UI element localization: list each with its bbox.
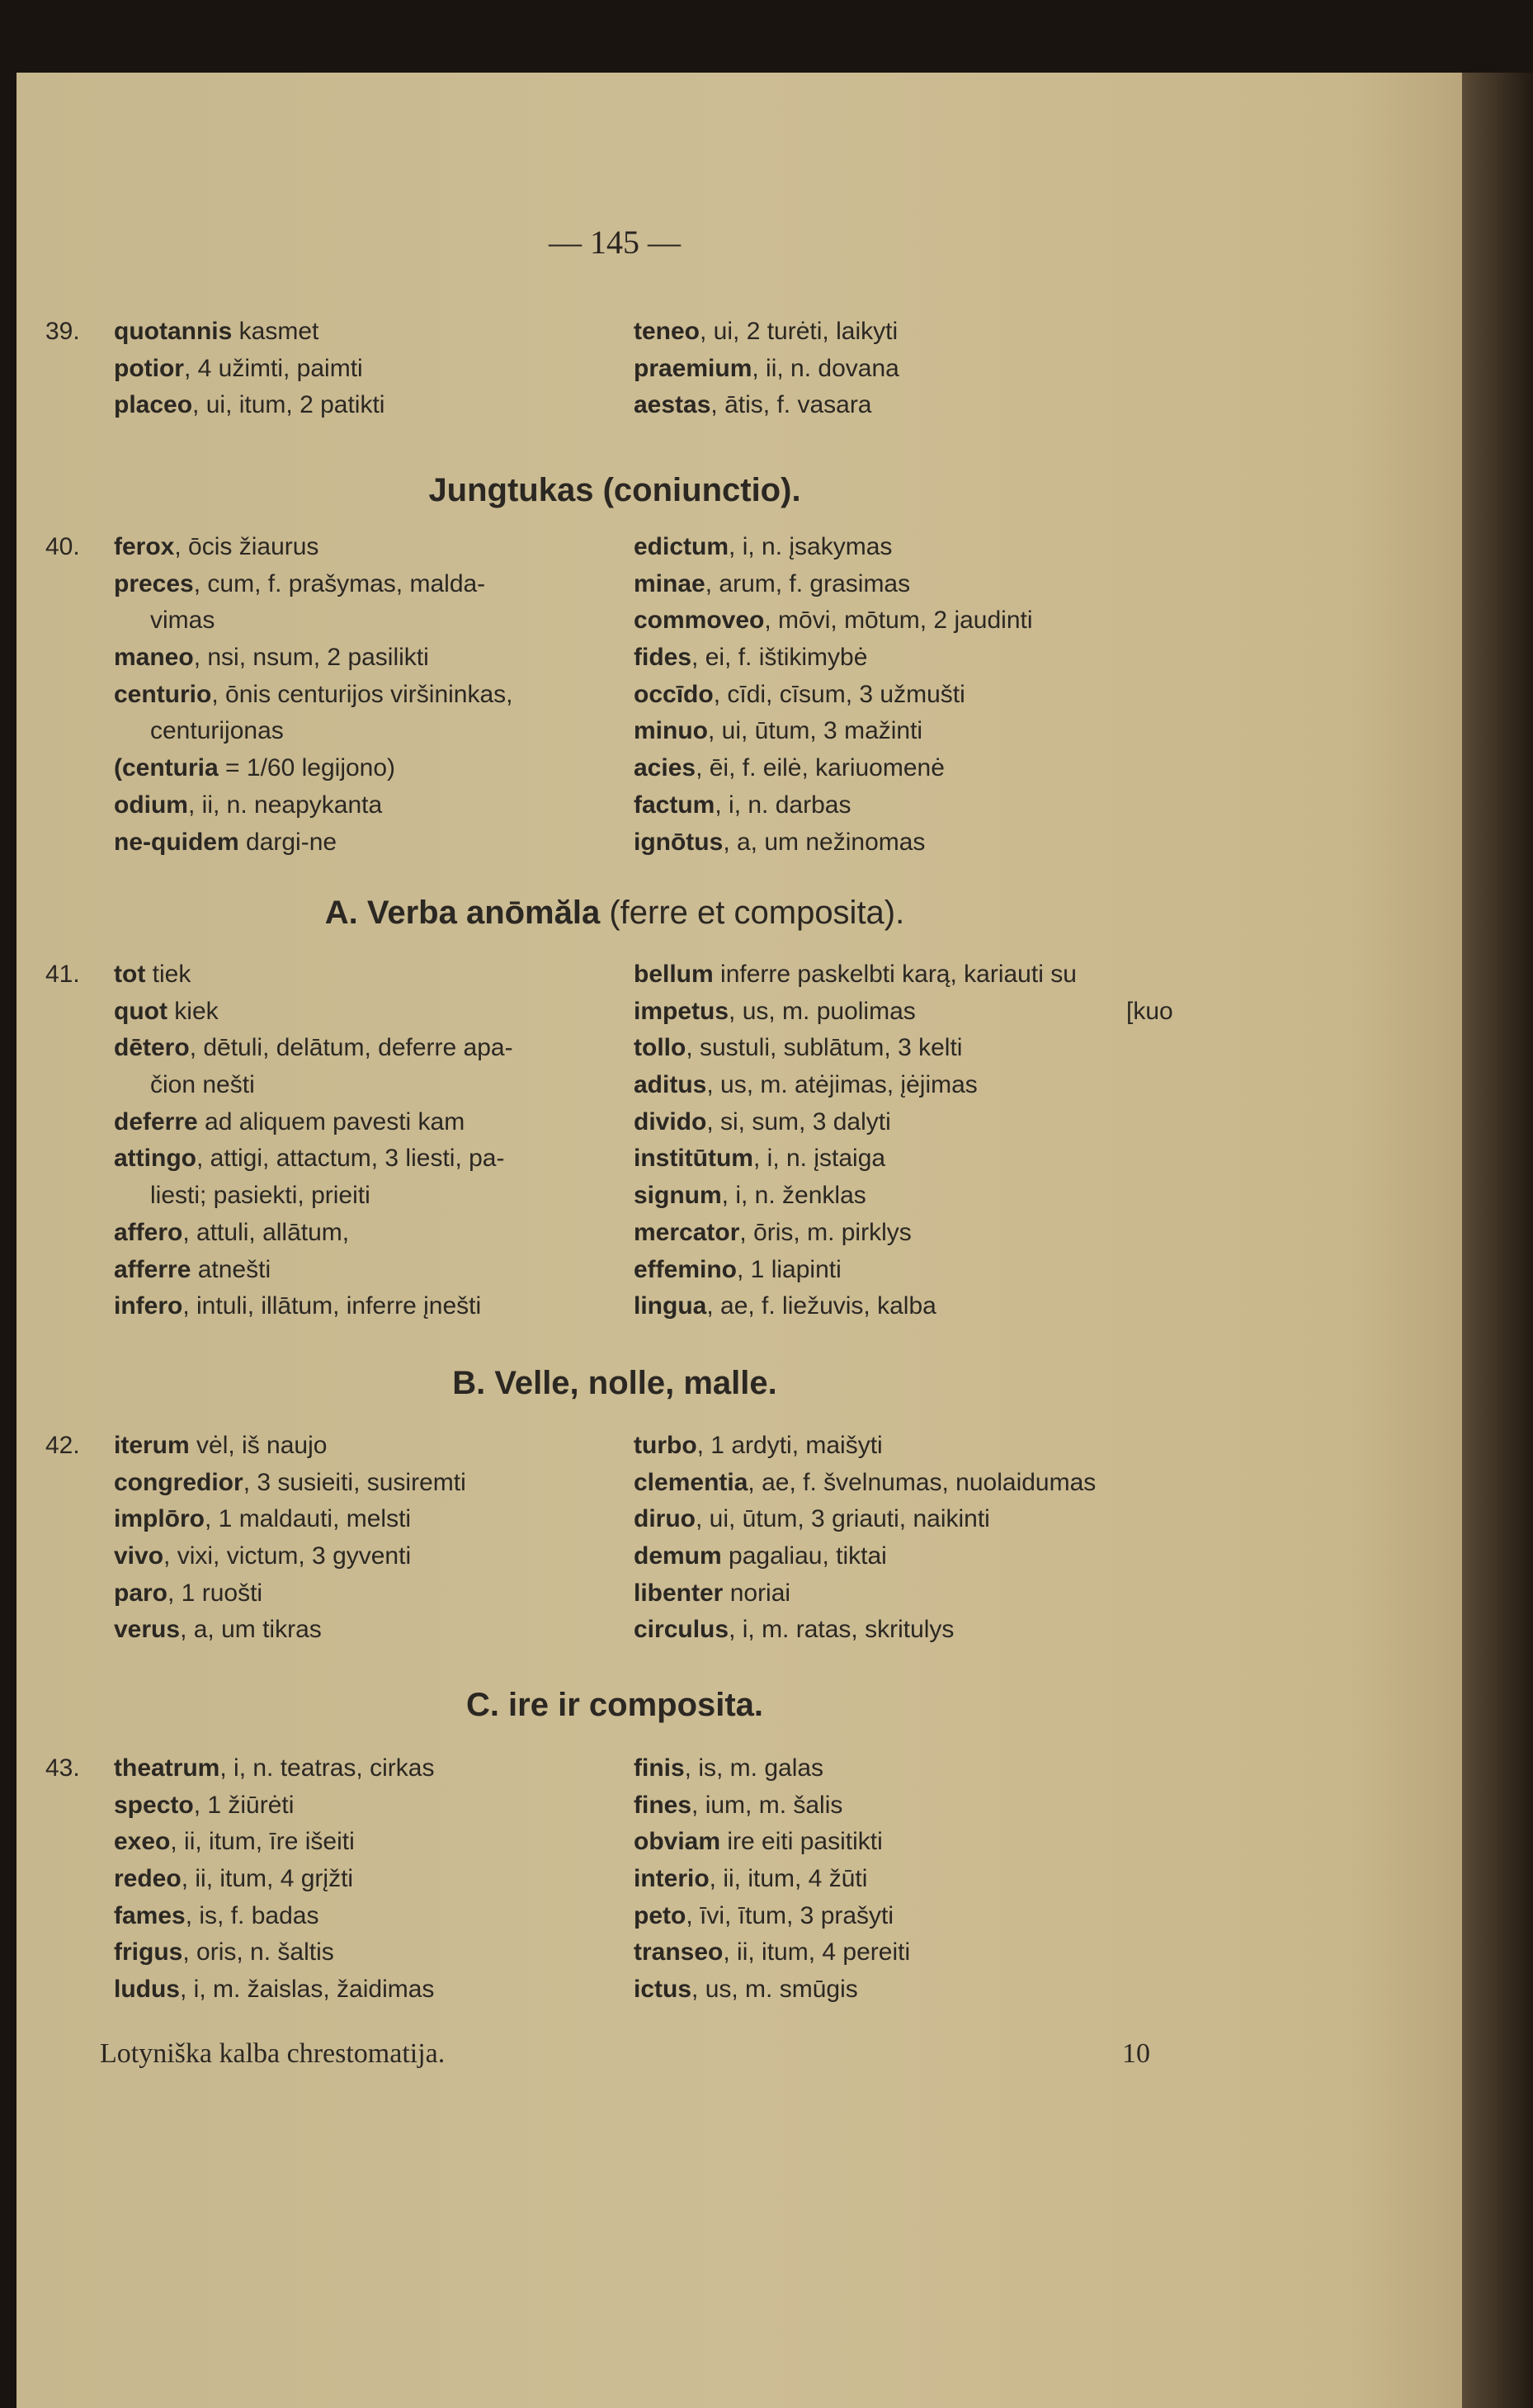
- headword: diruo: [634, 1505, 696, 1533]
- headword: tot: [114, 961, 146, 988]
- definition: , ui, ūtum, 3 mažinti: [708, 717, 923, 745]
- definition: , cum, f. prašymas, malda-: [193, 569, 486, 597]
- headword: fines: [634, 1791, 692, 1819]
- definition: , ii, itum, 4 grįžti: [181, 1865, 354, 1893]
- vocabulary-entry: [114, 1612, 466, 1649]
- vocabulary-entry: [114, 1288, 513, 1325]
- vocabulary-entry: [114, 1252, 513, 1289]
- vocabulary-entry: [114, 602, 513, 640]
- section-heading: [0, 472, 1229, 509]
- left-column: [114, 314, 384, 424]
- headword: verus: [114, 1616, 181, 1644]
- headword: aestas: [634, 391, 711, 419]
- headword: occīdo: [634, 680, 714, 708]
- headword: peto: [634, 1901, 686, 1929]
- definition: , i, m. ratas, skritulys: [729, 1616, 955, 1644]
- vocabulary-entry: [634, 1538, 1096, 1575]
- definition: dargi-ne: [238, 828, 337, 856]
- headword: odium: [114, 791, 188, 819]
- page-edge: [1462, 73, 1533, 2408]
- vocabulary-entry: [634, 1252, 1077, 1289]
- definition: , ui, ūtum, 3 griauti, naikinti: [696, 1505, 990, 1533]
- vocabulary-entry: [634, 1934, 910, 1971]
- definition: , ōcis žiaurus: [174, 533, 319, 560]
- vocabulary-entry: [634, 677, 1033, 714]
- left-column: [114, 956, 513, 1325]
- definition: , ēi, f. eilė, kariuomenė: [696, 754, 945, 782]
- definition: , a, um nežinomas: [723, 828, 926, 856]
- vocabulary-entry: [114, 824, 513, 862]
- lesson-number: 40.: [45, 533, 80, 560]
- headword: acies: [634, 754, 696, 782]
- vocabulary-entry: [114, 351, 384, 388]
- section-heading: [0, 895, 1229, 932]
- vocabulary-entry: [634, 1824, 910, 1861]
- continuation-mark: [kuo: [1126, 997, 1173, 1025]
- vocabulary-entry: [114, 640, 513, 677]
- vocabulary-entry: [114, 314, 384, 351]
- vocabulary-entry: [634, 1178, 1077, 1215]
- vocabulary-entry: [634, 1288, 1077, 1325]
- definition: , arum, f. grasimas: [705, 569, 911, 597]
- vocabulary-entry: [114, 1824, 434, 1861]
- definition: atnešti: [191, 1255, 271, 1283]
- headword: afferre: [114, 1255, 191, 1283]
- vocabulary-entry: [634, 1501, 1096, 1538]
- definition: , 1 maldauti, melsti: [205, 1505, 412, 1533]
- vocabulary-entry: [634, 1465, 1096, 1502]
- headword: divido: [634, 1107, 707, 1136]
- definition: , si, sum, 3 dalyti: [706, 1107, 891, 1136]
- lesson-number: 41.: [45, 961, 80, 988]
- right-column: [634, 314, 899, 424]
- vocabulary-entry: [114, 1067, 513, 1104]
- definition: , a, um tikras: [180, 1616, 322, 1644]
- vocabulary-entry: [114, 1934, 434, 1971]
- vocabulary-entry: [114, 529, 513, 566]
- definition: , i, n. teatras, cirkas: [219, 1754, 435, 1782]
- headword: implōro: [114, 1505, 205, 1533]
- page-number: — 145 —: [549, 224, 681, 261]
- headword: attingo: [114, 1145, 196, 1173]
- definition: , ui, itum, 2 patikti: [192, 391, 385, 419]
- headword: placeo: [114, 391, 193, 419]
- vocabulary-entry: [114, 1750, 434, 1787]
- lesson-number: 43.: [45, 1754, 80, 1782]
- vocabulary-entry: [634, 387, 899, 424]
- vocabulary-entry: [634, 1104, 1077, 1141]
- lesson-number: 42.: [45, 1432, 80, 1459]
- definition: , i, n. įstaiga: [752, 1145, 886, 1173]
- definition: , ii, itum, 4 žūti: [709, 1865, 868, 1893]
- definition: , i, m. žaislas, žaidimas: [180, 1976, 435, 2004]
- vocabulary-entry: [634, 1215, 1077, 1252]
- vocabulary-entry: [114, 1898, 434, 1935]
- vocabulary-entry: [114, 787, 513, 824]
- vocabulary-entry: [114, 1215, 513, 1252]
- headword: infero: [114, 1292, 183, 1320]
- definition: , 4 užimti, paimti: [183, 354, 363, 382]
- definition: , vixi, victum, 3 gyventi: [163, 1542, 412, 1570]
- vocabulary-entry: [634, 1067, 1077, 1104]
- headword: fides: [634, 644, 692, 672]
- headword: ignōtus: [634, 828, 724, 856]
- vocabulary-entry: [634, 351, 899, 388]
- vocabulary-entry: [114, 1428, 466, 1465]
- definition: , dētuli, delātum, deferre apa-: [189, 1034, 513, 1062]
- vocabulary-entry: [634, 1140, 1077, 1178]
- headword: specto: [114, 1791, 194, 1819]
- headword: exeo: [114, 1828, 171, 1856]
- headword: interio: [634, 1865, 710, 1893]
- definition: tiek: [145, 961, 191, 988]
- definition: , ii, itum, īre išeiti: [170, 1828, 355, 1856]
- vocabulary-entry: [114, 750, 513, 787]
- vocabulary-entry: [634, 1787, 910, 1825]
- definition: liesti; pasiekti, prieiti: [150, 1182, 370, 1210]
- vocabulary-entry: [634, 713, 1033, 750]
- right-column: [634, 529, 1033, 861]
- headword: demum: [634, 1542, 722, 1570]
- headword: centurio: [114, 680, 212, 708]
- headword: redeo: [114, 1865, 182, 1893]
- headword: signum: [634, 1182, 722, 1210]
- definition: , ei, f. ištikimybė: [691, 644, 868, 672]
- heading-bold: C. ire ir composita.: [465, 1687, 764, 1723]
- definition: kiek: [167, 997, 219, 1025]
- vocabulary-entry: [634, 314, 899, 351]
- definition: , ōnis centurijos viršininkas,: [211, 680, 513, 708]
- definition: , ae, f. švelnumas, nuolaidumas: [748, 1468, 1097, 1496]
- left-column: [114, 1428, 466, 1649]
- headword: obviam: [634, 1828, 721, 1856]
- heading-bold: Jungtukas (coniunctio).: [428, 472, 801, 508]
- vocabulary-entry: [634, 602, 1033, 640]
- section-heading: [0, 1365, 1229, 1402]
- vocabulary-entry: [634, 750, 1033, 787]
- definition: , i, n. darbas: [715, 791, 851, 819]
- vocabulary-entry: [114, 1465, 466, 1502]
- headword: tollo: [634, 1034, 686, 1062]
- vocabulary-entry: [634, 787, 1033, 824]
- definition: , cīdi, cīsum, 3 užmušti: [713, 680, 965, 708]
- headword: maneo: [114, 644, 194, 672]
- headword: congredior: [114, 1468, 243, 1496]
- headword: (centuria: [114, 754, 219, 782]
- headword: ferox: [114, 533, 175, 560]
- headword: theatrum: [114, 1754, 220, 1782]
- vocabulary-entry: [634, 640, 1033, 677]
- definition: , us, m. puolimas: [729, 997, 916, 1025]
- section-heading: [0, 1687, 1229, 1724]
- definition: ad aliquem pavesti kam: [197, 1107, 465, 1136]
- definition: ire eiti pasitikti: [720, 1828, 883, 1856]
- vocabulary-entry: [114, 1861, 434, 1898]
- signature-mark: 10: [1122, 2038, 1150, 2069]
- headword: deferre: [114, 1107, 198, 1136]
- headword: quotannis: [114, 318, 233, 345]
- definition: centurijonas: [150, 717, 284, 745]
- lesson-number: 39.: [45, 318, 80, 345]
- definition: pagaliau, tiktai: [721, 1542, 887, 1570]
- definition: , īvi, ītum, 3 prašyti: [686, 1901, 894, 1929]
- right-column: [634, 1428, 1096, 1649]
- headword: iterum: [114, 1432, 190, 1459]
- headword: impetus: [634, 997, 729, 1025]
- definition: noriai: [723, 1579, 791, 1607]
- headword: clementia: [634, 1468, 748, 1496]
- definition: vimas: [150, 607, 215, 635]
- definition: , 1 liapinti: [737, 1255, 842, 1283]
- definition: , 1 ardyti, maišyti: [696, 1432, 883, 1459]
- definition: kasmet: [232, 318, 319, 345]
- headword: potior: [114, 354, 184, 382]
- definition: vėl, iš naujo: [189, 1432, 328, 1459]
- headword: affero: [114, 1218, 183, 1246]
- headword: minuo: [634, 717, 708, 745]
- vocabulary-entry: [114, 1501, 466, 1538]
- definition: , ium, m. šalis: [691, 1791, 843, 1819]
- definition: , 1 žiūrėti: [193, 1791, 295, 1819]
- vocabulary-entry: [634, 529, 1033, 566]
- vocabulary-entry: [634, 1750, 910, 1787]
- definition: , ii, itum, 4 pereiti: [723, 1938, 911, 1967]
- headword: paro: [114, 1579, 168, 1607]
- right-column: [634, 956, 1173, 1325]
- headword: bellum: [634, 961, 714, 988]
- definition: , attigi, attactum, 3 liesti, pa-: [196, 1145, 505, 1173]
- right-column: [634, 1750, 910, 2009]
- vocabulary-entry: [114, 1787, 434, 1825]
- headword: libenter: [634, 1579, 724, 1607]
- vocabulary-entry: [634, 994, 1173, 1031]
- headword: aditus: [634, 1071, 707, 1099]
- headword: mercator: [634, 1218, 740, 1246]
- headword: ne-quidem: [114, 828, 239, 856]
- vocabulary-entry: [634, 566, 1033, 603]
- headword: commoveo: [634, 607, 765, 635]
- definition: , is, m. galas: [684, 1754, 824, 1782]
- headword: institūtum: [634, 1145, 753, 1173]
- definition: čion nešti: [150, 1071, 255, 1099]
- definition: , mōvi, mōtum, 2 jaudinti: [764, 607, 1033, 635]
- heading-bold: B. Velle, nolle, malle.: [452, 1365, 777, 1401]
- left-column: [114, 529, 513, 861]
- heading-bold: A. Verba anōmăla: [324, 895, 601, 931]
- definition: , sustuli, sublātum, 3 kelti: [686, 1034, 963, 1062]
- left-column: [114, 1750, 434, 2009]
- vocabulary-entry: [114, 387, 384, 424]
- headword: ludus: [114, 1976, 180, 2004]
- vocabulary-entry: [114, 1104, 513, 1141]
- headword: preces: [114, 569, 194, 597]
- headword: teneo: [634, 318, 700, 345]
- headword: frigus: [114, 1938, 183, 1967]
- definition: , us, m. atėjimas, įėjimas: [706, 1071, 978, 1099]
- vocabulary-entry: [114, 1538, 466, 1575]
- definition: inferre paskelbti karą, kariauti su: [713, 961, 1077, 988]
- headword: dētero: [114, 1034, 190, 1062]
- headword: fames: [114, 1901, 186, 1929]
- vocabulary-entry: [114, 1971, 434, 2009]
- headword: circulus: [634, 1616, 729, 1644]
- headword: ictus: [634, 1976, 692, 2004]
- vocabulary-entry: [114, 1030, 513, 1067]
- headword: minae: [634, 569, 705, 597]
- definition: , 1 ruošti: [167, 1579, 263, 1607]
- vocabulary-entry: [634, 1971, 910, 2009]
- definition: = 1/60 legijono): [218, 754, 396, 782]
- headword: edictum: [634, 533, 729, 560]
- headword: quot: [114, 997, 167, 1025]
- headword: turbo: [634, 1432, 697, 1459]
- vocabulary-entry: [634, 1861, 910, 1898]
- vocabulary-entry: [114, 566, 513, 603]
- vocabulary-entry: [114, 1140, 513, 1178]
- definition: , attuli, allātum,: [182, 1218, 350, 1246]
- definition: , nsi, nsum, 2 pasilikti: [193, 644, 429, 672]
- vocabulary-entry: [114, 956, 513, 994]
- definition: , ātis, f. vasara: [710, 391, 872, 419]
- vocabulary-entry: [114, 713, 513, 750]
- definition: , is, f. badas: [185, 1901, 319, 1929]
- definition: , i, n. ženklas: [721, 1182, 866, 1210]
- headword: lingua: [634, 1292, 707, 1320]
- vocabulary-entry: [114, 1575, 466, 1612]
- vocabulary-entry: [114, 1178, 513, 1215]
- vocabulary-entry: [114, 677, 513, 714]
- vocabulary-entry: [114, 994, 513, 1031]
- vocabulary-entry: [634, 1612, 1096, 1649]
- definition: , 3 susieiti, susiremti: [243, 1468, 466, 1496]
- footer-title: Lotyniška kalba chrestomatija.: [100, 2038, 446, 2069]
- vocabulary-entry: [634, 1898, 910, 1935]
- definition: , i, n. įsakymas: [729, 533, 893, 560]
- headword: vivo: [114, 1542, 164, 1570]
- headword: praemium: [634, 354, 752, 382]
- definition: , ōris, m. pirklys: [739, 1218, 912, 1246]
- headword: effemino: [634, 1255, 738, 1283]
- headword: finis: [634, 1754, 685, 1782]
- definition: , ii, n. neapykanta: [188, 791, 383, 819]
- headword: transeo: [634, 1938, 724, 1967]
- definition: , ae, f. liežuvis, kalba: [706, 1292, 936, 1320]
- vocabulary-entry: [634, 824, 1033, 862]
- vocabulary-entry: [634, 1428, 1096, 1465]
- vocabulary-entry: [634, 1030, 1077, 1067]
- definition: , ii, n. dovana: [752, 354, 899, 382]
- definition: , oris, n. šaltis: [182, 1938, 334, 1967]
- vocabulary-entry: [634, 956, 1077, 994]
- vocabulary-entry: [634, 1575, 1096, 1612]
- headword: factum: [634, 791, 715, 819]
- definition: , ui, 2 turėti, laikyti: [700, 318, 899, 345]
- heading-normal: (ferre et composita).: [600, 895, 905, 931]
- definition: , us, m. smūgis: [691, 1976, 858, 2004]
- definition: , intuli, illātum, inferre įnešti: [182, 1292, 482, 1320]
